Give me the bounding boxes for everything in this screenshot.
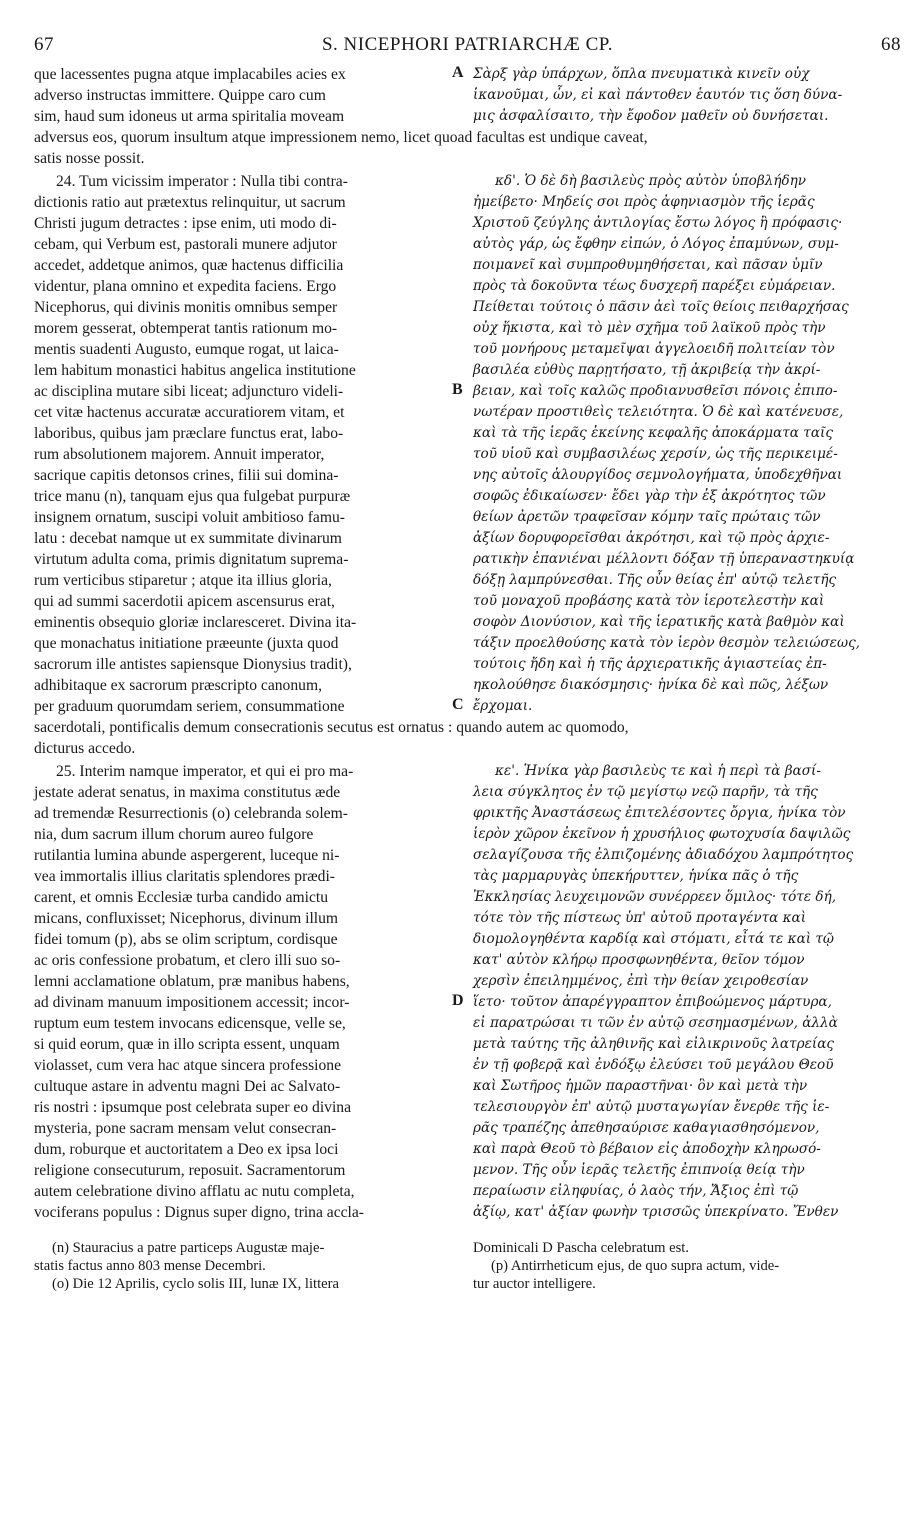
latin-line: carent, et omnis Ecclesiæ turba candido amictu (34, 889, 329, 906)
greek-line: μετὰ ταύτης τῆς ἀληθινῆς καὶ εἰλικρινοῦς λατρείας (473, 1036, 835, 1052)
latin-line: mysteria, pone sacram mensam velut consecran- (34, 1120, 337, 1137)
footnote-line: (n) Stauracius a patre particeps Augustæ maje- (52, 1240, 325, 1256)
latin-line: latu : decebat namque ut ex summitate divinarum (34, 530, 342, 547)
footnote-line: statis factus anno 803 mense Decembri. (34, 1258, 266, 1274)
running-title: S. NICEPHORI PATRIARCHÆ CP. (321, 34, 613, 55)
greek-line: καὶ παρὰ Θεοῦ τὸ βέβαιον εἰς ἀποδοχὴν κληρωσό- (473, 1141, 821, 1157)
margin-letter: D (452, 992, 464, 1009)
latin-line: dictionis ratio aut prætextus relinquitur, ut sacrum (34, 194, 346, 211)
latin-line: sacrique capitis detonsos crines, filii sui domina- (34, 467, 339, 484)
greek-line: ἐν τῇ φοβερᾷ καὶ ἐνδόξῳ ἐλεύσει τοῦ μεγάλου Θεοῦ (473, 1057, 834, 1073)
page-number-left: 67 (34, 34, 54, 55)
greek-line: οὐχ ἥκιστα, καὶ τὸ μὲν σχῆμα τοῦ λαϊκοῦ πρὸς τὴν (473, 320, 826, 336)
latin-line: fidei tomum (p), abs se olim scriptum, cordisque (34, 931, 338, 948)
greek-line: ἀξίῳ, κατ' ἀξίαν φωνὴν τρισσῶς ὑπεκρίνατο. Ἔνθεν (473, 1204, 839, 1220)
latin-line: accedet, addetque animos, quæ hactenus difficilia (34, 257, 344, 274)
greek-line: τοῦ μονήρους μεταμεῖψαι ἀγγελοειδῆ πολιτείαν τὸν (473, 341, 835, 357)
greek-line: ἱερὸν χῶρον ἐκεῖνον ἡ χρυσήλιος φωτοχυσία δαψιλῶς (473, 826, 851, 842)
latin-line: vea immortalis illius claritatis splendores prædi- (34, 868, 335, 885)
greek-line: περαίωσιν εἰληφυίας, ὁ λαὸς τήν, Ἄξιος ἐπὶ τῷ (473, 1183, 799, 1199)
running-header (34, 34, 901, 60)
latin-line: dicturus accedo. (34, 740, 136, 757)
greek-line: ρατικὴν ἐπανιέναι μέλλοντι δόξαν τῇ ὑπεραναστηκυίᾳ (473, 551, 855, 567)
footnote-line: tur auctor intelligere. (473, 1276, 596, 1292)
greek-line: καὶ Σωτῆρος ἡμῶν παραστῆναι· ὃν καὶ μετὰ τὴν (473, 1078, 808, 1094)
latin-line: lem habitum monastici habitus angelica institutione (34, 362, 356, 379)
latin-line: satis nosse possit. (34, 150, 145, 167)
latin-line: Nicephorus, qui divinis monitis omnibus semper (34, 299, 338, 316)
latin-line: mentis suadenti Augusto, eumque rogat, ut laica- (34, 341, 339, 358)
greek-line: Χριστοῦ ζεύγλης ἀντιλογίας ἔστω λόγος ἢ πρόφασις· (473, 215, 843, 231)
margin-letter: B (452, 381, 463, 398)
greek-line: κατ' αὐτὸν κλήρῳ προσφωνηθέντα, θεῖον τόμον (473, 952, 805, 968)
latin-line: cet vitæ hactenus accuratæ accuratiorem vitam, et (34, 404, 345, 421)
greek-line: τοῦ υἱοῦ καὶ συμβασιλέως χερσίν, ὡς τῆς περικειμέ- (473, 446, 838, 462)
latin-line: ad tremendæ Resurrectionis (o) celebranda solem- (34, 805, 348, 822)
latin-line: insignem ornatum, suscipi voluit ambitioso famu- (34, 509, 345, 526)
greek-line: θείων ἀρετῶν τραφεῖσαν κόμην ταῖς πρώταις τῶν (473, 509, 821, 525)
latin-line: autem celebratione divino afflatu ac nutu completa, (34, 1183, 355, 1200)
greek-line: βασιλέα εὐθὺς παρῃτήσατο, τῇ ἀκριβείᾳ τὴν ἀκρί- (473, 362, 821, 378)
greek-line: τότε τὸν τῆς πίστεως ὑπ' αὐτοῦ προταγέντα καὶ (473, 910, 807, 926)
footnote-line: (p) Antirrheticum ejus, de quo supra actum, vide- (491, 1258, 780, 1274)
greek-line: τὰς μαρμαρυγὰς ὑπεκήρυττεν, ἡνίκα πᾶς ὁ τῆς (473, 868, 799, 884)
greek-line: ἔρχομαι. (473, 698, 533, 714)
latin-line: ruptum eum testem invocans edicensque, velle se, (34, 1015, 346, 1032)
greek-line: τάξιν προελθούσης κατὰ τὸν ἱερὸν θεσμὸν τελειώσεως, (473, 635, 860, 651)
latin-line: adversus eos, quorum insultum atque impressionem nemo, licet quoad facultas est undique caveat, (34, 129, 648, 146)
greek-line: σελαγίζουσα τῆς ἐλπιζομένης ἀδιαδόχου λαμπρότητος (473, 847, 854, 863)
latin-line: sim, haud sum idoneus ut arma spiritalia moveam (34, 108, 345, 125)
latin-line: si quid eorum, quæ in illo scripta essent, unquam (34, 1036, 340, 1053)
latin-line: 25. Interim namque imperator, et qui ei pro ma- (56, 763, 354, 780)
latin-line: ac disciplina mutare sibi liceat; adjuncturo videli- (34, 383, 344, 400)
greek-line: σοφῶς ἐδικαίωσεν· ἔδει γὰρ τὴν ἐξ ἀκρότητος τῶν (473, 488, 826, 504)
greek-line: Ἐκκλησίας λευχειμονῶν συνέρρεεν ὅμιλος· τότε δή, (473, 889, 837, 905)
greek-line: διομολογηθέντα καρδίᾳ καὶ στόματι, εἶτά τε καὶ τῷ (473, 931, 835, 947)
latin-line: virtutum adulta coma, primis dignitatum suprema- (34, 551, 349, 568)
greek-line: ἀξίων δορυφορεῖσθαι ἀκρότησι, καὶ τῷ πρὸς ἀρχιε- (473, 530, 830, 546)
latin-line: per graduum quorumdam seriem, consummatione (34, 698, 345, 715)
latin-line: rum verticibus stiparetur ; atque ita illius gloria, (34, 572, 332, 589)
latin-line: sacrorum ille antistes sapiensque Dionysius tradit), (34, 656, 352, 673)
latin-line: jestate aderat senatus, in maxima constitutus æde (34, 784, 341, 801)
greek-line: κε'. Ἡνίκα γὰρ βασιλεὺς τε καὶ ἡ περὶ τὰ βασί- (495, 763, 821, 779)
latin-line: micans, confluxisset; Nicephorus, divinum illum (34, 910, 339, 927)
latin-line: sacerdotali, pontificalis demum consecrationis secutus est ornatus : quando autem ac quomodo, (34, 719, 629, 736)
latin-line: qui ad summi sacerdotii apicem ascensurus erat, (34, 593, 335, 610)
greek-line: ἵετο· τοῦτον ἀπαρέγγραπτον ἐπιβοώμενος μάρτυρα, (473, 994, 832, 1010)
greek-line: χερσὶν ἐπειλημμένος, ἐπὶ τὴν θείαν χειροθεσίαν (473, 973, 809, 989)
latin-line: que monachatus initiatione præeunte (juxta quod (34, 635, 339, 652)
latin-line: nia, dum sacrum illum chorum aureo fulgore (34, 826, 314, 843)
greek-line: ποιμανεῖ καὶ συμπροθυμηθήσεται, καὶ πᾶσαν ὑμῖν (473, 257, 823, 273)
footnote-line: Dominicali D Pascha celebratum est. (473, 1240, 689, 1256)
latin-line: morem gesserat, obtemperat tantis rationum mo- (34, 320, 338, 337)
latin-line: ac oris confessione probatum, et clero illi suo so- (34, 952, 341, 969)
latin-line: ris nostri : ipsumque post celebrata super eo divina (34, 1099, 351, 1116)
latin-line: eminentis obsequio gloriæ inclaresceret. Divina ita- (34, 614, 357, 631)
footnote-line: (o) Die 12 Aprilis, cyclo solis III, lunæ IX, littera (52, 1276, 339, 1292)
greek-line: σοφὸν Διονύσιον, καὶ τῆς ἱερατικῆς κατὰ βαθμὸν καὶ (473, 614, 845, 630)
greek-line: Σὰρξ γὰρ ὑπάρχων, ὅπλα πνευματικὰ κινεῖν οὐχ (473, 66, 810, 82)
latin-line: 24. Tum vicissim imperator : Nulla tibi contra- (56, 173, 348, 190)
greek-line: ἱκανοῦμαι, ὧν, εἰ καὶ πάντοθεν ἑαυτόν τις ὅση δύνα- (473, 87, 843, 103)
greek-line: πρὸς τὰ δοκοῦντα τέως δυσχερῆ παρέξει εὐμάρειαν. (473, 278, 836, 294)
greek-line: ἠμείβετο· Μηδείς σοι πρὸς ἀφηνιασμὸν τῆς ἱερᾶς (473, 194, 815, 210)
greek-line: φρικτῆς Ἀναστάσεως ἐπιτελέσοντες ὄργια, ἡνίκα τὸν (473, 805, 846, 821)
margin-letter: A (452, 64, 464, 81)
greek-line: αὐτὸς γάρ, ὡς ἔφθην εἰπών, ὁ Λόγος ἐπαμύνων, συμ- (473, 236, 839, 252)
greek-line: λεια σύγκλητος ἐν τῷ μεγίστῳ νεῷ παρῆν, τὰ τῆς (473, 784, 818, 800)
latin-line: ad divinam manuum impositionem accessit; incor- (34, 994, 350, 1011)
greek-line: νωτέραν προστιθεὶς τελειότητα. Ὁ δὲ καὶ κατένευσε, (473, 404, 844, 420)
greek-line: βειαν, καὶ τοῖς καλῶς προδιανυσθεῖσι πόνοις ἐπιπο- (473, 383, 838, 399)
greek-line: καὶ τὰ τῆς ἱερᾶς ἐκείνης κεφαλῆς ἀποκάρματα ταῖς (473, 425, 833, 441)
latin-line: lemni acclamatione oblatum, præ manibus habens, (34, 973, 350, 990)
latin-line: videntur, plana omnino et expedita faciens. Ergo (34, 278, 337, 295)
greek-line: εἰ παρατρώσαι τι τῶν ἐν αὐτῷ σεσημασμένων, ἀλλὰ (473, 1015, 838, 1031)
latin-line: cultuque astare in adventu magni Dei ac Salvato- (34, 1078, 341, 1095)
latin-line: violasset, cum vera hac atque sincera professione (34, 1057, 341, 1074)
greek-line: Πείθεται τούτοις ὁ πᾶσιν ἀεὶ τοῖς θείοις πειθαρχήσας (473, 299, 849, 315)
greek-line: μενον. Τῆς οὖν ἱερᾶς τελετῆς ἐπιπνοίᾳ θείᾳ τὴν (473, 1162, 805, 1178)
latin-line: adhibitaque ex sacrorum præscripto canonum, (34, 677, 322, 694)
greek-line: ρᾶς τραπέζης ἀπεθησαύρισε καθαγιασθησόμενον, (473, 1120, 820, 1136)
margin-letter: C (452, 696, 464, 713)
latin-line: rum absolutionem majorem. Annuit imperator, (34, 446, 325, 463)
greek-line: δόξῃ λαμπρύνεσθαι. Τῆς οὖν θείας ἐπ' αὐτῷ τελετῆς (473, 572, 837, 588)
latin-line: rutilantia lumina abunde aspergerent, luceque ni- (34, 847, 340, 864)
greek-line: τελεσιουργὸν ἐπ' αὐτῷ μυσταγωγίαν ἔνερθε τῆς ἱε- (473, 1099, 830, 1115)
latin-line: laboribus, quibus jam præclare functus erat, labo- (34, 425, 344, 442)
greek-line: τοῦ μοναχοῦ προβάσης κατὰ τὸν ἱεροτελεστὴν καὶ (473, 593, 825, 609)
page-number-right: 68 (881, 34, 901, 55)
greek-line: μις ἀσφαλίσαιτο, τὴν ἔφοδον μαθεῖν οὐ δυνήσεται. (473, 108, 829, 124)
greek-line: ηκολούθησε διακόσμησις· ἡνίκα δὲ καὶ πῶς, λέξων (473, 677, 829, 693)
greek-line: τούτοις ἤδη καὶ ἡ τῆς ἀρχιερατικῆς ἁγιαστείας ἐπ- (473, 656, 827, 672)
greek-line: κδ'. Ὁ δὲ δὴ βασιλεὺς πρὸς αὐτὸν ὑποβλήδην (495, 173, 807, 189)
latin-line: vociferans populus : Dignus super digno, trina accla- (34, 1204, 364, 1221)
latin-line: Christi jugum detractes : ipse enim, uti modo di- (34, 215, 337, 232)
latin-line: trice manu (n), tanquam ejus qua fulgebat purpuræ (34, 488, 351, 505)
latin-line: dum, roburque et auctoritatem a Deo ex ipsa loci (34, 1141, 339, 1158)
latin-line: adverso instructas immittere. Quippe caro cum (34, 87, 326, 104)
latin-line: religione consecuturum, reposuit. Sacramentorum (34, 1162, 346, 1179)
latin-line: que lacessentes pugna atque implacabiles acies ex (34, 66, 346, 83)
greek-line: νης αὐτοῖς ἁλουργίδος σεμνολογήματα, ὑποδεχθῆναι (473, 467, 843, 483)
latin-line: cebam, qui Verbum est, pastorali munere adjutor (34, 236, 337, 253)
